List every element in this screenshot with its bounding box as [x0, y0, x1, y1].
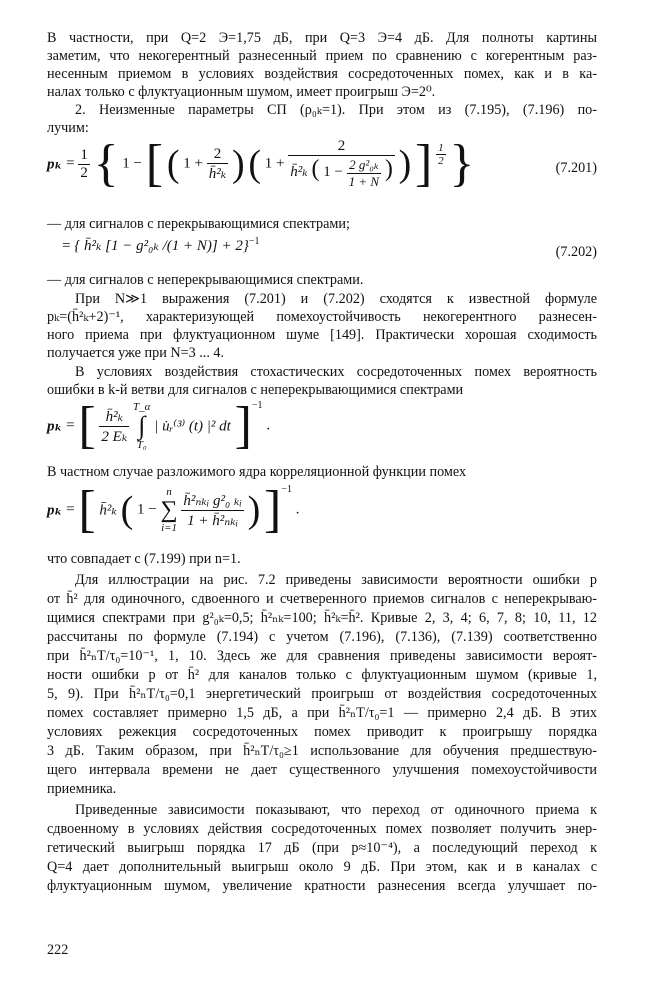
text-line: приемника.	[47, 781, 117, 797]
eq-fraction-sum: $\frac{\text{h̄²ₙₖᵢ g²₀ ₖᵢ}}{\text{1 + h̄²ₙₖᵢ}}$	[183, 492, 242, 529]
text-line: В частности, при Q=2 Э=1,75 дБ, при Q=3 Э=4 дБ. Для полноты картины	[47, 30, 597, 46]
eq-fraction-half: $\frac{1}{2}$	[80, 146, 88, 181]
eq-fraction-hk2-2Ek: $\frac{\text{h̄²ₖ}}{\text{2 Eₖ}}$	[101, 408, 128, 445]
text-line: ности ошибки p от h̄² для каналов только с флуктуационным шумом (кривые 1,	[47, 667, 597, 683]
text-line: при h̄²ₙT/τ₀=10⁻¹, 1, 10. Здесь же для сравнения приведены зависимости вероят-	[47, 648, 597, 664]
text-line: При N≫1 выражения (7.201) и (7.202) сходятся к известной формуле	[75, 291, 597, 307]
equation-7-201: pₖ = $\frac{1}{2}$ { 1 − [ ( 1 + $\frac{2}{\text{h̄²ₖ}}$ ) ( 1 + 2 h̄²ₖ ( 1 − $\frac{\text{2 g²₀ₖ}}{1 + N}$ ) ) ] $\frac{1}{2}$ }	[47, 135, 475, 192]
text-line: несенным приемом в условиях воздействия сосредоточенных помех, как и в ка-	[47, 66, 597, 82]
text-line: налах только с флуктуационным шумом, имеет проигрыш Э=2⁰.	[47, 84, 436, 100]
text-line: 5, 9). При h̄²ₙT/τ₀=0,1 энергетический проигрыш от воздействия сосредоточенных	[47, 686, 597, 702]
text-line: от h̄² для одиночного, сдвоенного и счетверенного приемов сигналов с неперекрываю-	[47, 591, 597, 607]
equation-7-202: = { h̄²ₖ [1 − g²₀ₖ /(1 + N)] + 2}$^{-1}$	[62, 236, 260, 254]
text-line: заметим, что некогерентный разнесенный прием по сравнению с когерентным раз-	[47, 48, 597, 64]
text-line: что совпадает с (7.199) при n=1.	[47, 551, 241, 567]
sum-sign: n ∑ i=1	[160, 486, 178, 534]
equation-7-204: pₖ = [ h̄²ₖ ( 1 − n ∑ i=1 $\frac{\text{h̄²ₙₖᵢ g²₀ ₖᵢ}}{\text{1 + h̄²ₙₖᵢ}}$ ) ]$^{-1}$ .	[47, 481, 300, 538]
equation-7-203: pₖ = [ $\frac{\text{h̄²ₖ}}{\text{2 Eₖ}}$ T_α ∫ T₀ | u̇ᵣ⁽³⁾ (t) |² dt ]$^{-1}$ .	[47, 397, 271, 454]
text-line: В частном случае разложимого ядра корреляционной функции помех	[47, 464, 467, 480]
text-line: 2. Неизменные параметры СП (ρ₀ₖ=1). При этом из (7.195), (7.196) по-	[75, 102, 597, 118]
text-line: условиях режекция сосредоточенных помех приводит к проигрышу порядка	[47, 724, 597, 740]
integral-sign: T_α ∫ T₀	[133, 401, 151, 451]
text-line: щего интервала времени не дает существенного улучшения помехоустойчивости	[47, 762, 597, 778]
text-line: помех составляет примерно 1,5 дБ, а при h̄²ₙT/τ₀=1 — примерно 2,4 дБ. В этих	[47, 705, 597, 721]
equation-number: (7.201)	[555, 160, 597, 176]
eq-equals: =	[66, 155, 75, 172]
text-line: щимися спектрами при g²₀ₖ=0,5; h̄²ₙₖ=100; h̄²ₖ=h̄². Кривые 2, 3, 4; 6, 7, 8; 10, 11, 12	[47, 610, 597, 626]
text-line: сдвоенному в условиях действия сосредоточенных помех позволяет получить энер-	[47, 821, 597, 837]
text-line: Приведенные зависимости показывают, что переход от одиночного приема к	[75, 802, 597, 818]
text-line: получается уже при N=3 ... 4.	[47, 345, 225, 361]
text-line: В условиях воздействия стохастических сосредоточенных помех вероятность	[75, 364, 597, 380]
eq-lhs: pₖ	[47, 156, 63, 173]
text-line: Q=4 дает дополнительный выигрыш около 9 дБ. При этом, как и в каналах с	[47, 859, 597, 875]
text-line: гетический выигрыш порядка 17 дБ (при p≈10⁻⁴), а последующий переход к	[47, 840, 597, 856]
text-line: Для иллюстрации на рис. 7.2 приведены зависимости вероятности ошибки p	[75, 572, 597, 588]
text-line: ного приема при флуктуационном шуме [149]. Практически хорошая сходимость	[47, 327, 597, 343]
eq-fraction-2-hk2: $\frac{2}{\text{h̄²ₖ}}$	[208, 145, 227, 182]
text-line: — для сигналов с перекрывающимися спектрами;	[47, 216, 350, 232]
text-line: 3 дБ. Таким образом, при h̄²ₙT/τ₀≥1 использование для обучения предшествую-	[47, 743, 597, 759]
eq-exponent: $\frac{1}{2}$	[438, 142, 444, 167]
text-line: флуктуационным шумом, увеличение кратности разнесения всегда улучшает по-	[47, 878, 597, 894]
text-line: — для сигналов с неперекрывающимися спектрами.	[47, 272, 364, 288]
eq-fraction-main: 2 h̄²ₖ ( 1 − $\frac{\text{2 g²₀ₖ}}{1 + N}$ )	[290, 138, 393, 189]
text-line: ошибки в k-й ветви для сигналов с неперекрывающимися спектрами	[47, 382, 464, 398]
text-line: pₖ=(h̄²ₖ+2)⁻¹, характеризующей помехоустойчивость некогерентного разнесен-	[47, 309, 597, 325]
text-line: рассчитаны по формуле (7.194) с учетом (7.196), (7.136), (7.139) соответственно	[47, 629, 597, 645]
text-line: лучим:	[47, 120, 89, 136]
page-number: 222	[47, 942, 69, 958]
equation-number: (7.202)	[555, 244, 597, 260]
